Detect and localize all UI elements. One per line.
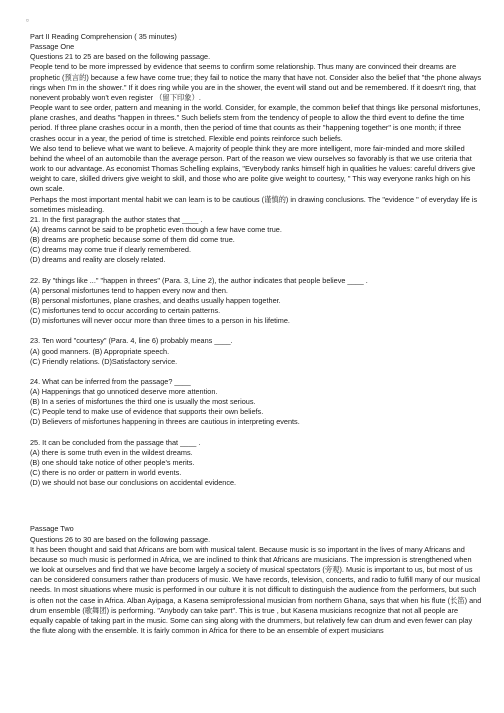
question-22 [30, 276, 482, 327]
question-option: (A) good manners. (B) Appropriate speech. [30, 346, 170, 356]
question-option: (D) misfortunes will never occur more than three times to a person in his lifetime. [30, 316, 290, 326]
question-option: (A) there is some truth even in the wildest dreams. [30, 447, 193, 457]
question-option: (A) personal misfortunes tend to happen every now and then. [30, 285, 228, 295]
spacer [30, 428, 482, 438]
question-option: (C) there is no order or pattern in world events. [30, 468, 182, 478]
question-23 [30, 336, 482, 366]
question-stem: 24. What can be inferred from the passage? ____ [30, 376, 191, 386]
question-option: (C) Friendly relations. (D)Satisfactory service. [30, 356, 178, 366]
question-option: (D) dreams and reality are closely related. [30, 255, 166, 265]
question-option: (B) dreams are prophetic because some of them did come true. [30, 235, 235, 245]
question-stem: 22. By "things like ..." "happen in threes" (Para. 3, Line 2), the author indicates that people believe ____ . [30, 275, 368, 285]
question-option: (C) People tend to make use of evidence that supports their own beliefs. [30, 407, 264, 417]
question-option: (D) Believers of misfortunes happening in threes are cautious in interpreting events. [30, 417, 300, 427]
passage-two-title: Passage Two [30, 524, 74, 534]
spacer [30, 266, 482, 276]
passage-one-instructions: Questions 21 to 25 are based on the following passage. [30, 52, 211, 62]
question-option: (A) Happenings that go unnoticed deserve more attention. [30, 387, 218, 396]
question-21 [30, 215, 482, 266]
question-option: (C) misfortunes tend to occur according to certain patterns. [30, 306, 221, 316]
question-25 [30, 438, 482, 489]
spacer [30, 488, 482, 524]
passage-one-paragraph-4: Perhaps the most important mental habit we can learn is to be cautious (谨慎的) in drawing conclusions. The "evidence " of everyday life is sometimes misleading. [30, 194, 478, 214]
question-option: (D) we should not base our conclusions on accidental evidence. [30, 478, 237, 488]
page-top-mark: ¤ [26, 18, 29, 24]
question-option: (C) dreams may come true if clearly remembered. [30, 245, 191, 255]
question-option: (B) one should take notice of other people's merits. [30, 457, 195, 467]
passage-one-title: Passage One [30, 42, 75, 52]
question-option: (B) In a series of misfortunes the third one is usually the most serious. [30, 397, 256, 407]
passage-one-paragraph-1: People tend to be more impressed by evidence that seems to confirm some relationship. Thus many are convinced their dreams are prophetic (预言的) because a few have come true; they fail to notice the many that have not. Consider also the belief that "the phone always rings when I'm in the shower." If it does ring while you are in the shower, the event will stand out and be remembered. If it doesn't ring, that nonevent probably won't even register （留下印象）. [30, 62, 482, 102]
passage-one-paragraph-3: We also tend to believe what we want to believe. A majority of people think they are more intelligent, more fair-minded and more skilled behind the wheel of an automobile than the average person. Part of the reason we view ourselves so favorably is that we use criteria that work to our advantage. As economist Thomas Schelling explains, "Everybody ranks himself high in qualities he values: careful drivers give weight to care, skilled drivers give weight to skill, and those who are polite give weight to courtesy, " This way everyone ranks high on his own scale. [30, 143, 476, 194]
question-option: (A) dreams cannot be said to be prophetic even though a few have come true. [30, 224, 282, 234]
question-stem: 25. It can be concluded from the passage that ____ . [30, 437, 201, 447]
question-stem: 21. In the first paragraph the author states that ____ . [30, 214, 203, 224]
spacer [30, 326, 482, 336]
question-option: (B) personal misfortunes, plane crashes, and deaths usually happen together. [30, 295, 281, 305]
spacer [30, 367, 482, 377]
question-24 [30, 377, 482, 428]
part-header: Part II Reading Comprehension ( 35 minutes) [30, 32, 177, 41]
passage-two-instructions: Questions 26 to 30 are based on the following passage. [30, 534, 211, 544]
passage-one-paragraph-2: People want to see order, pattern and meaning in the world. Consider, for example, the common belief that things like personal misfortunes, plane crashes, and deaths "happen in threes." Such beliefs stem from the tendency of people to allow the third event to define the time period. If three plane crashes occur in a month, then the period of time that counts as their "happening together" is one month; if three crashes occur in a year, the period of time is stretched. Flexible end points reinforce such beliefs. [30, 103, 481, 143]
passage-two-paragraph: It has been thought and said that Africans are born with musical talent. Because music is so important in the lives of many Africans and because so much music is performed in Africa, we are inclined to think that Africans are musicians. The impression is strengthened when we look at ourselves and find that we have become largely a society of musical spectators (旁观). Music is important to us, but most of us can be considered consumers rather than producers of music. We have records, television, concerts, and radio to fulfill many of our musical needs. In most situations where music is performed in our culture it is not difficult to distinguish the audience from the performers, but such is often not the case in Africa. Alban Ayipaga, a Kasena semiprofessional musician from northern Ghana, says that when his flute (长笛) and drum ensemble (歌舞团) is performing. "Anybody can take part". This is true , but Kasena musicians recognize that not all people are equally capable of taking part in the music. Some can sing along with the drummers, but relatively few can drum and even fewer can play the flute along with the ensemble. It is fairly common in Africa for there to be an ensemble of expert musicians [30, 544, 482, 635]
document-content [30, 32, 482, 636]
question-stem: 23. Ten word "courtesy" (Para. 4, line 6) probably means ____. [30, 336, 233, 346]
